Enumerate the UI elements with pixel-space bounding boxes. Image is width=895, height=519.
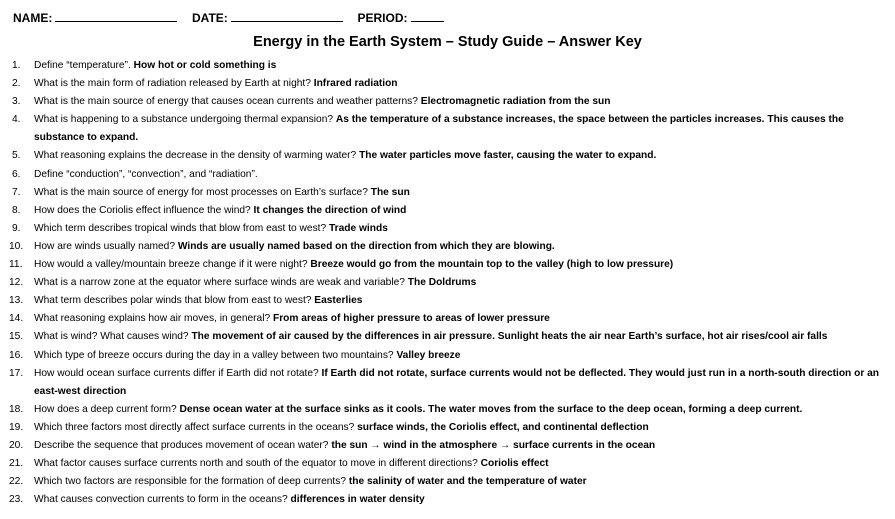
question-number: 23. xyxy=(9,494,24,506)
answer-text: The sun xyxy=(370,186,410,198)
question-text: What term describes polar winds that blow from east to west? xyxy=(34,295,312,307)
document-title: Energy in the Earth System – Study Guide – Answer Key xyxy=(253,34,642,50)
question-item xyxy=(0,57,895,75)
question-number: 2. xyxy=(12,78,21,90)
question-item xyxy=(0,111,895,147)
question-item xyxy=(0,491,895,509)
question-number: 15. xyxy=(9,331,24,343)
answer-text: It changes the direction of wind xyxy=(253,204,407,216)
question-text: How does the Coriolis effect influence the wind? xyxy=(34,204,251,216)
question-text: How are winds usually named? xyxy=(34,240,175,252)
question-number: 1. xyxy=(12,60,21,71)
question-number: 11. xyxy=(9,259,23,271)
question-item xyxy=(0,238,895,256)
name-label: NAME: xyxy=(13,11,53,25)
question-item xyxy=(0,328,895,346)
question-item xyxy=(0,455,895,473)
period-label: PERIOD: xyxy=(357,11,408,25)
date-blank xyxy=(231,11,343,22)
question-number: 22. xyxy=(9,476,24,488)
answer-text: The water particles move faster, causing the water to expand. xyxy=(359,150,657,162)
answer-text: Valley breeze xyxy=(396,349,461,361)
question-text: What is the main source of energy for most processes on Earth’s surface? xyxy=(34,186,368,198)
name-blank xyxy=(55,11,177,22)
question-item xyxy=(0,274,895,292)
answer-text: The Doldrums xyxy=(407,277,477,289)
question-text: Define “conduction”, “convection”, and “radiation”. xyxy=(34,168,258,180)
question-item xyxy=(0,147,895,165)
question-item xyxy=(0,184,895,202)
question-item xyxy=(0,75,895,93)
question-text: Describe the sequence that produces movement of ocean water? xyxy=(34,439,329,451)
question-number: 6. xyxy=(12,168,21,180)
question-number: 18. xyxy=(9,403,24,415)
question-number: 16. xyxy=(9,349,24,361)
question-item xyxy=(0,401,895,419)
question-item xyxy=(0,256,895,274)
answer-text: Dense ocean water at the surface sinks as it cools. The water moves from the surface to the deep ocean, forming a deep current. xyxy=(179,403,803,415)
question-number: 12. xyxy=(9,277,24,289)
question-text: Which type of breeze occurs during the day in a valley between two mountains? xyxy=(34,349,394,361)
answer-text: Winds are usually named based on the direction from which they are blowing. xyxy=(177,240,555,252)
question-text: How does a deep current form? xyxy=(34,403,177,415)
question-text: What is a narrow zone at the equator where surface winds are weak and variable? xyxy=(34,277,405,289)
question-number: 14. xyxy=(9,313,24,325)
question-item xyxy=(0,473,895,491)
question-text: What causes convection currents to form in the oceans? xyxy=(34,494,288,506)
question-number: 3. xyxy=(12,96,21,108)
question-item xyxy=(0,347,895,365)
question-number: 4. xyxy=(12,114,21,126)
question-item xyxy=(0,292,895,310)
answer-text: How hot or cold something is xyxy=(133,60,277,71)
student-info-header xyxy=(13,11,444,25)
answer-text: Infrared radiation xyxy=(313,78,398,90)
answer-text: Easterlies xyxy=(314,295,363,307)
question-item xyxy=(0,202,895,220)
period-blank xyxy=(411,11,444,22)
answer-text: the sun → wind in the atmosphere → surface currents in the ocean xyxy=(331,439,656,451)
question-number: 9. xyxy=(12,222,21,234)
question-text: What factor causes surface currents north and south of the equator to move in different directions? xyxy=(34,458,478,470)
answer-text: The movement of air caused by the differences in air pressure. Sunlight heats the air near Earth’s surface, hot air rises/cool air falls xyxy=(191,331,828,343)
question-text: Which three factors most directly affect surface currents in the oceans? xyxy=(34,421,355,433)
question-text: What is wind? What causes wind? xyxy=(34,331,189,343)
question-number: 19. xyxy=(9,421,24,433)
answer-text: From areas of higher pressure to areas of lower pressure xyxy=(272,313,550,325)
answer-text: differences in water density xyxy=(290,494,425,506)
question-item xyxy=(0,166,895,184)
question-text: What is happening to a substance undergoing thermal expansion? xyxy=(34,114,334,126)
question-number: 20. xyxy=(9,439,24,451)
question-text: What is the main form of radiation released by Earth at night? xyxy=(34,78,311,90)
answer-text: Coriolis effect xyxy=(480,458,549,470)
question-text: What is the main source of energy that causes ocean currents and weather patterns? xyxy=(34,96,418,108)
answer-text: the salinity of water and the temperature of water xyxy=(348,476,587,488)
question-number: 8. xyxy=(12,204,21,216)
answer-text: Electromagnetic radiation from the sun xyxy=(420,96,611,108)
question-item xyxy=(0,419,895,437)
question-list xyxy=(0,57,895,509)
question-number: 10. xyxy=(9,240,24,252)
question-item xyxy=(0,437,895,455)
question-item xyxy=(0,220,895,238)
question-text: Which term describes tropical winds that blow from east to west? xyxy=(34,222,327,234)
question-text: What reasoning explains how air moves, in general? xyxy=(34,313,271,325)
answer-text: If Earth did not rotate, surface currents would not be deflected. They would just run in a north-south direction or an east-west direction xyxy=(34,367,880,397)
question-number: 17. xyxy=(9,367,24,379)
question-text: Define “temperature”. xyxy=(34,60,131,71)
question-item xyxy=(0,365,895,401)
question-number: 5. xyxy=(12,150,21,162)
date-label: DATE: xyxy=(192,11,228,25)
answer-text: As the temperature of a substance increases, the space between the particles increases. This causes the substance to expand. xyxy=(34,114,844,144)
question-text: How would ocean surface currents differ if Earth did not rotate? xyxy=(34,367,319,379)
question-text: What reasoning explains the decrease in the density of warming water? xyxy=(34,150,357,162)
question-text: How would a valley/mountain breeze change if it were night? xyxy=(34,259,308,271)
answer-text: Breeze would go from the mountain top to the valley (high to low pressure) xyxy=(310,259,674,271)
question-item xyxy=(0,310,895,328)
question-number: 13. xyxy=(9,295,24,307)
question-text: Which two factors are responsible for the formation of deep currents? xyxy=(34,476,347,488)
answer-text: surface winds, the Coriolis effect, and continental deflection xyxy=(357,421,649,433)
question-item xyxy=(0,93,895,111)
answer-text: Trade winds xyxy=(329,222,388,234)
question-number: 7. xyxy=(12,186,21,198)
question-number: 21. xyxy=(9,458,24,470)
